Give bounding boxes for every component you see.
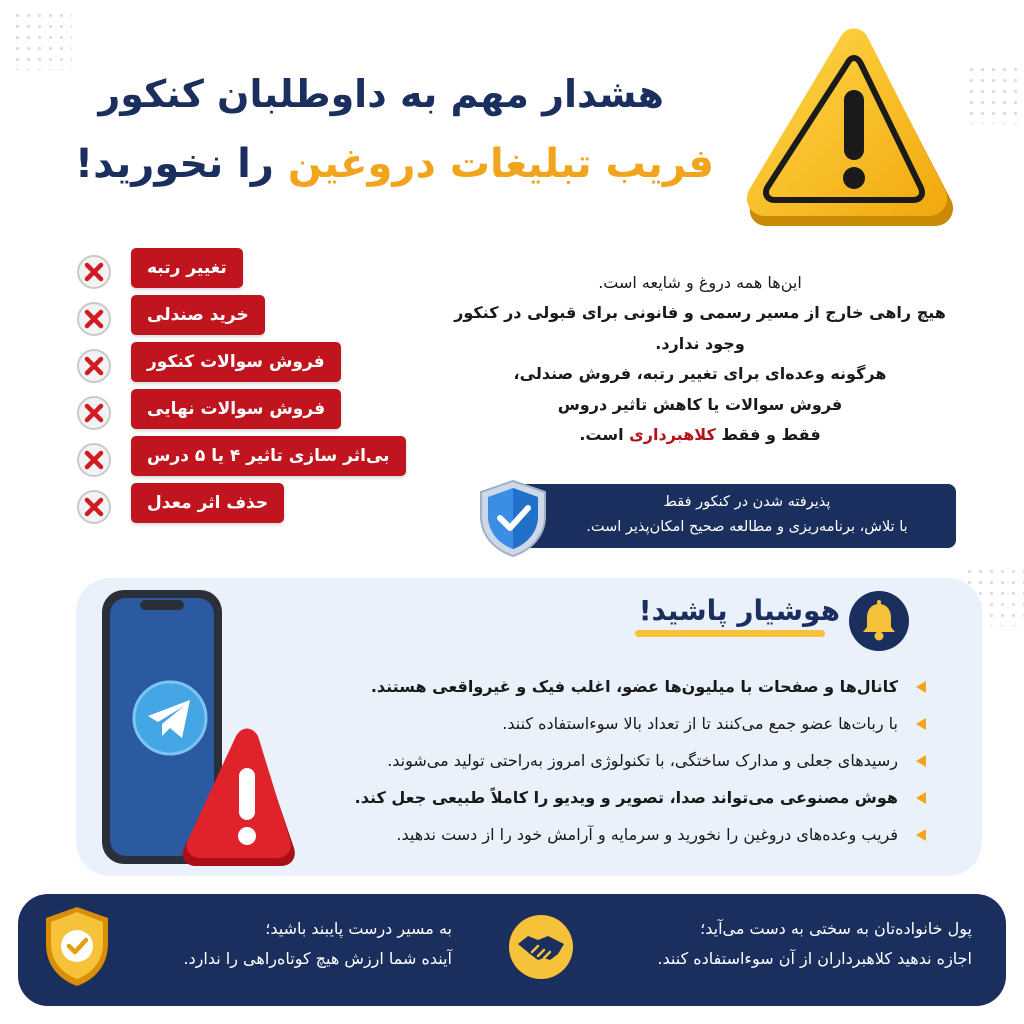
bullet-triangle-icon [916, 755, 926, 767]
false-claim-label: خرید صندلی [131, 295, 265, 335]
list-item [300, 816, 926, 853]
list-item [300, 779, 926, 816]
explanation-line: فروش سوالات یا کاهش تاثیر دروس [557, 394, 843, 414]
cross-circle-icon [76, 489, 112, 525]
alert-title: هوشیار پاشید! [638, 594, 840, 627]
cross-circle-icon [76, 395, 112, 431]
shield-banner-line: پذیرفته شدن در کنکور فقط [663, 494, 831, 510]
alert-list [300, 668, 926, 853]
shield-banner [476, 484, 956, 550]
cross-circle-icon [76, 348, 112, 384]
phone-telegram-illustration [96, 588, 296, 868]
footer-left-text [122, 914, 452, 975]
list-item [76, 295, 406, 342]
alert-item-text: با ربات‌ها عضو جمع می‌کنند تا از تعداد بالا سوءاستفاده کنند. [502, 714, 898, 733]
alert-item-text: هوش مصنوعی می‌تواند صدا، تصویر و ویدیو را کاملاً طبیعی جعل کند. [354, 788, 898, 807]
explanation-text [450, 268, 950, 450]
list-item [76, 389, 406, 436]
explanation-prefix: فقط و فقط [721, 424, 821, 444]
explanation-suffix: است. [579, 424, 624, 444]
cross-circle-icon [76, 442, 112, 478]
page-subtitle [34, 138, 714, 190]
list-item [300, 742, 926, 779]
explanation-line: هیچ راهی خارج از مسیر رسمی و فانونی برای قبولی در کنکور [454, 303, 946, 323]
bullet-triangle-icon [916, 681, 926, 693]
explanation-line [450, 420, 950, 450]
footer-right-text [572, 914, 972, 975]
bullet-triangle-icon [916, 792, 926, 804]
alert-title-underline [635, 630, 825, 637]
list-item [300, 705, 926, 742]
footer-line: به مسیر درست پایبند باشید؛ [265, 919, 452, 938]
handshake-icon [508, 914, 574, 980]
explanation-line: وجود ندارد. [655, 333, 745, 353]
false-claim-label: بی‌اثر سازی تاثیر ۴ یا ۵ درس [131, 436, 406, 476]
shield-check-icon [476, 478, 550, 558]
false-claims-list [76, 248, 406, 530]
dots-decoration [966, 64, 1024, 124]
dots-decoration [12, 10, 72, 70]
gold-shield-check-icon [42, 904, 112, 988]
bullet-triangle-icon [916, 718, 926, 730]
list-item [76, 342, 406, 389]
explanation-line: هرگونه وعده‌ای برای تغییر رتبه، فروش صندلی، [513, 364, 887, 384]
false-claim-label: فروش سوالات کنکور [131, 342, 341, 382]
cross-circle-icon [76, 254, 112, 290]
alert-item-text: کانال‌ها و صفحات با میلیون‌ها عضو، اغلب فیک و غیرواقعی هستند. [370, 677, 898, 696]
subtitle-highlight: فریب تبلیغات دروغین [287, 141, 714, 187]
shield-banner-line: با تلاش، برنامه‌ریزی و مطالعه صحیح امکان‌پذیر است. [586, 518, 908, 535]
false-claim-label: حذف اثر معدل [131, 483, 284, 523]
page-title: هشدار مهم به داوطلبان کنکور [98, 72, 664, 116]
list-item [76, 436, 406, 483]
bullet-triangle-icon [916, 829, 926, 841]
warning-triangle-icon [745, 28, 960, 243]
footer-line: پول خانواده‌تان به سختی به دست می‌آید؛ [700, 919, 972, 938]
false-claim-label: تغییر رتبه [131, 248, 243, 288]
footer-line: آینده شما ارزش هیچ کوتاه‌راهی را ندارد. [183, 949, 452, 969]
subtitle-rest: را نخورید! [74, 141, 274, 187]
scam-highlight: کلاهبرداری [629, 424, 716, 444]
footer-line: اجازه ندهید کلاهبرداران از آن سوءاستفاده کنند. [657, 949, 972, 969]
list-item [76, 248, 406, 295]
bell-icon [848, 590, 910, 652]
alert-item-text: فریب وعده‌های دروغین را نخورید و سرمایه و آرامش خود را از دست ندهید. [396, 825, 898, 844]
list-item [76, 483, 406, 530]
explanation-line: این‌ها همه دروغ و شایعه است. [598, 273, 802, 292]
cross-circle-icon [76, 301, 112, 337]
shield-banner-bar [516, 484, 956, 548]
false-claim-label: فروش سوالات نهایی [131, 389, 341, 429]
list-item [300, 668, 926, 705]
alert-item-text: رسیدهای جعلی و مدارک ساختگی، با تکنولوژی امروز به‌راحتی تولید می‌شوند. [387, 751, 898, 770]
